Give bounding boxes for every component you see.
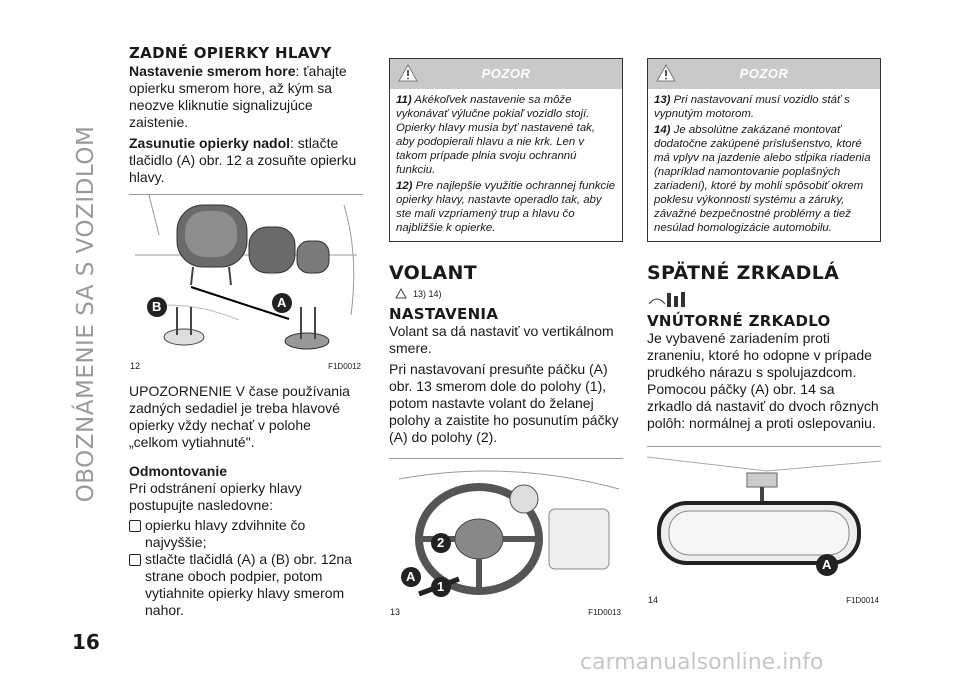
section-title-steering: VOLANT: [389, 262, 477, 284]
mirror-paragraph: Je vybavené zariadením proti zraneniu, ktoré ho odopne v prípade prudkého nárazu s spolujazdcom. Pomocou páčky (A) obr. 14 sa zrkadlo dá nastaviť do dvoch rôznych polôh: normálnej a proti oslepovaniu.: [647, 330, 879, 431]
removal-title: Odmontovanie: [129, 463, 228, 479]
headrest-illustration: [129, 195, 363, 373]
figure-13: [389, 458, 623, 619]
lower-label: Zasunutie opierky nadol: [129, 135, 291, 151]
mirror-illustration: [647, 447, 881, 607]
label-2: 2: [437, 535, 445, 550]
removal-step-1: [129, 517, 363, 551]
figure-number: 13: [390, 607, 401, 617]
column-2: [389, 58, 623, 619]
figure-14: [647, 446, 881, 607]
subsection-title-inner-mirror: VNÚTORNÉ ZRKADLO: [647, 312, 831, 330]
steering-paragraph-1: Volant sa dá nastaviť vo vertikálnom smere.: [389, 323, 614, 356]
steering-paragraph-2: Pri nastavovaní presuňte páčku (A) obr. 13 smerom dole do polohy (1), potom nastavte volant do želanej polohy a zaistite ho posunutím páčky (A) do polohy (2).: [389, 361, 619, 445]
mirror-adjust-icon: [647, 290, 691, 310]
removal-intro: Pri odstránení opierky hlavy postupujte nasledovne:: [129, 480, 302, 513]
figure-number: 14: [648, 595, 659, 605]
lower-text: : stlačte tlačidlo (A) obr. 12 a zosuňte opierku hlavy.: [129, 135, 357, 185]
watermark: carmanualsonline.info: [580, 650, 824, 675]
removal-step-1-text: opierku hlavy zdvihnite čo najvyššie;: [145, 517, 306, 550]
warning-refs: 13) 14): [395, 288, 623, 299]
bullet-box-icon: [129, 520, 141, 532]
label-1: 1: [437, 579, 445, 594]
removal-step-2-text: stlačte tlačidlá (A) a (B) obr. 12na strane oboch podpier, potom vytiahnite opierky hlavy smerom nahor.: [145, 551, 352, 618]
warning-triangle-icon: [395, 288, 407, 299]
label-a: A: [822, 557, 832, 572]
raise-text: : ťahajte opierku smerom hore, až kým sa neozve kliknutie signalizujúce zaistenie.: [129, 63, 347, 130]
lower-instruction: [129, 135, 363, 186]
warning-12: 12) Pre najlepšie využitie ochrannej funkcie opierky hlavy, nastavte operadlo tak, aby ste mali vzpriamený trup a hlavu čo najbližšie k opierke.: [396, 180, 616, 234]
warning-title: POZOR: [481, 66, 531, 81]
removal-step-2: [129, 551, 363, 619]
page-number: 16: [72, 630, 100, 654]
raise-instruction: [129, 63, 363, 131]
label-b: B: [152, 299, 162, 314]
warning-box-headrests: [389, 58, 623, 242]
subsection-title-adjustments: NASTAVENIA: [389, 305, 499, 323]
warning-13: 13) Pri nastavovaní musí vozidlo stáť s vypnutým motorom.: [654, 94, 850, 120]
column-1: [129, 44, 363, 619]
figure-code: F1D0013: [588, 608, 621, 617]
label-a: A: [277, 295, 287, 310]
warning-title: POZOR: [739, 66, 789, 81]
headrest-warning: UPOZORNENIE V čase používania zadných sedadiel je treba hlavové opierky vždy nechať v polohe „celkom vytiahnuté".: [129, 383, 350, 450]
label-a: A: [406, 569, 416, 584]
bullet-box-icon: [129, 554, 141, 566]
warning-box-steering: [647, 58, 881, 242]
section-title-rear-headrests: ZADNÉ OPIERKY HLAVY: [129, 44, 332, 62]
steering-wheel-illustration: [389, 459, 623, 619]
warning-11: 11) Akékoľvek nastavenie sa môže vykonávať výlučne pokiaľ vozidlo stojí. Opierky hlavy musia byť nastavené tak, aby podopierali hlavu a nie krk. Len v takom prípade plnia svoju ochrannú funkciu.: [396, 94, 596, 176]
column-3: [647, 58, 881, 607]
warning-14: 14) Je absolútne zakázané montovať dodatočne zakúpené príslušenstvo, ktoré má vplyv na jazdenie alebo stĺpika riadenia (napríklad namontovanie poplašných zariadení), ktoré by mohli spôsobiť okrem poklesu výkonnosti systému a záruky, závažné bezpečnostné problémy a tiež nesúlad homologizácie automobilu.: [654, 124, 871, 234]
figure-code: F1D0014: [846, 596, 879, 605]
section-title-mirrors: SPÄTNÉ ZRKADLÁ: [647, 262, 840, 284]
figure-code: F1D0012: [328, 362, 361, 371]
figure-12: [129, 194, 363, 373]
sidebar-section-title: OBOZNÁMENIE SA S VOZIDLOM: [73, 125, 99, 503]
figure-number: 12: [130, 361, 141, 371]
raise-label: Nastavenie smerom hore: [129, 63, 296, 79]
